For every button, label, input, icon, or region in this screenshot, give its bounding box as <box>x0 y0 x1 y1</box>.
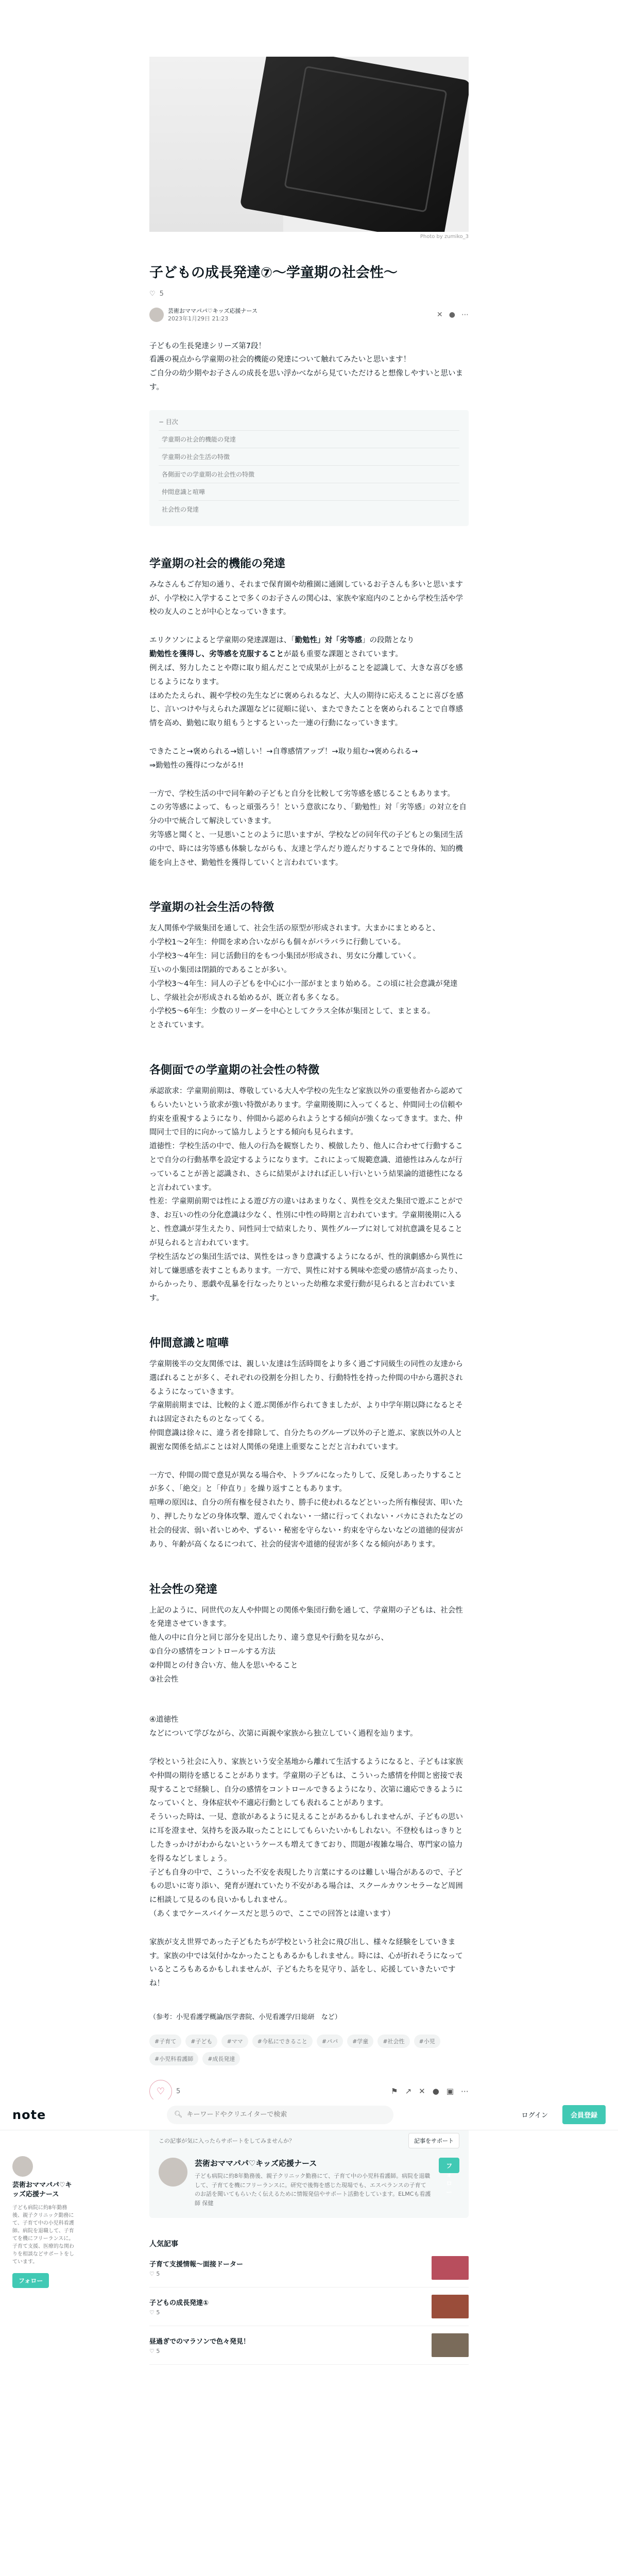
popular-likes: ♡ 5 <box>149 2270 160 2278</box>
list-item[interactable] <box>149 2249 469 2287</box>
support-prompt: この記事が気に入ったらサポートをしてみませんか？ <box>159 2138 295 2145</box>
paragraph: みなさんもご存知の通り、それまで保育園や幼稚園に通園しているお子さんも多いと思いますが、小学校に入学することで多くのお子さんの関心は、家族や家庭内のことから学校生活や学校の友人のことが中心となっていきます。 <box>149 580 463 617</box>
site-header <box>0 2099 618 2130</box>
heart-icon: ♡ <box>156 2086 165 2097</box>
tag[interactable]: #ママ <box>221 2035 248 2048</box>
avatar[interactable] <box>149 308 164 322</box>
support-button[interactable]: 記事をサポート <box>408 2133 459 2148</box>
author-bio: 子ども病院に約8年勤務後、親子クリニック勤務にて、子育て中の小児科看護師。病院を退職して、子育てを機にフリーランスに。研究で後悔を感じた現場でも、エスペランスの子育てのお話を聞いてもらいたく伝えるために情報発信やサポート活動をしています。ELMCも看護師 保健 <box>195 2173 431 2207</box>
tag[interactable]: #小児 <box>414 2035 440 2048</box>
post-date: 2023年1月29日 21:23 <box>168 315 229 323</box>
search-box[interactable] <box>167 2106 393 2124</box>
toc-item[interactable]: 学童期の社会的機能の発達 <box>159 431 459 448</box>
paragraph: 道徳性：学校生活の中で、他人の行為を観察したり、模倣したり、他人に合わせて行動することで自分の行動基準を設定するようになります。これによって規範意識、道徳性はみんなが行っていることが善と認識され、さらに結果がよければ正しい行いという結果論的道徳性になると言われています。 <box>149 1142 464 1192</box>
popular-likes: ♡ 5 <box>149 2309 160 2316</box>
intro <box>149 340 469 395</box>
paragraph: （あくまでケースバイケースだと思うので、ここでの回答とは違います） <box>149 1909 395 1918</box>
intro-line: 子どもの生長発達シリーズ第7段！ <box>149 342 266 350</box>
popular-heading: 人気記事 <box>149 2240 178 2249</box>
paragraph: 家族が支え世界であった子どもたちが学校という社会に飛び出し、様々な経験をしていきます。家族の中では気付かなかったこともあるかもしれません。時には、心が折れそうになっているところもあるかもしれませんが、子どもたちを見守り、話をし、応援していきたいですね！ <box>149 1938 463 1988</box>
tag[interactable]: #社会性 <box>377 2035 409 2048</box>
line-icon[interactable]: ▣ <box>446 2087 454 2096</box>
tag-list <box>149 2035 469 2065</box>
tag[interactable]: #今私にできること <box>252 2035 313 2048</box>
intro-line: ご自分の幼少期やお子さんの成長を思い浮かべながら見ていただけると想像しやすいと思います。 <box>149 369 463 392</box>
popular-thumbnail[interactable] <box>432 2256 469 2280</box>
follow-button[interactable]: フォロー <box>439 2158 459 2173</box>
paragraph: 承認欲求：学童期前期は、尊敬している大人や学校の先生など家族以外の重要他者から認めてもらいたいという欲求が強い特徴があります。学童期後期に入ってくると、仲間同士の信頼や約束を重視するようになり、仲間から認められようとする傾向が強くなってきます。また、仲間同士で目的に向かって協力しようとする傾向も見られます。 <box>149 1087 463 1137</box>
section-body <box>149 1604 469 1991</box>
eyecatch-image <box>149 57 469 232</box>
section-heading: 学童期の社会的機能の発達 <box>149 557 286 570</box>
table-of-contents <box>149 410 469 526</box>
x-share-icon[interactable]: ✕ <box>419 2087 425 2096</box>
avatar[interactable] <box>12 2156 33 2177</box>
popular-title[interactable]: 子どもの成長発達① <box>149 2299 209 2308</box>
paragraph: 一方で、仲間の間で意見が異なる場合や、トラブルになったりして、反発しあったりすることが多く、「絶交」と「仲直り」を繰り返すこともあります。 <box>149 1471 462 1494</box>
signup-button[interactable]: 会員登録 <box>562 2105 606 2124</box>
tag[interactable]: #パパ <box>317 2035 343 2048</box>
tag[interactable]: #子育て <box>149 2035 181 2048</box>
section-body <box>149 578 469 870</box>
paragraph: ②仲間との付き合い方、他人を思いやること <box>149 1661 298 1670</box>
search-input[interactable] <box>187 2111 386 2119</box>
paragraph: ①自分の感情をコントロールする方法 <box>149 1647 276 1656</box>
tag[interactable]: #子ども <box>185 2035 217 2048</box>
author-name[interactable]: 芸術おママパパ♡キッズ応援ナース <box>168 307 258 314</box>
x-share-icon[interactable]: ✕ <box>437 311 443 319</box>
paragraph: ③社会性 <box>149 1675 179 1684</box>
toc-item[interactable]: 各側面での学童期の社会性の特徴 <box>159 466 459 483</box>
popular-likes: ♡ 5 <box>149 2348 160 2355</box>
paragraph: 仲間意識は徐々に、違う者を排除して、自分たちのグループ以外の子と遊ぶ、家族以外の人と親密な関係を結ぶことは対人関係の発達上重要なことだと言われています。 <box>149 1429 462 1451</box>
paragraph: 学童期前期までは、比較的よく遊ぶ関係が作られてきましたが、より中学年期以降になるとそれは固定されたものとなってくる。 <box>149 1401 463 1424</box>
paragraph: 喧嘩の原因は、自分の所有権を侵されたり、勝手に使われるなどといった所有権侵害、叩いたり、押したりなどの身体攻撃、遊んでくれない・一緒に行ってくれない・バカにされたなどの社会的侵害、弱い者いじめや、ずるい・秘密を守らない・約束を守らないなどの道徳的侵害があり、年齢が高くなるにつれて、社会的侵害や道徳的侵害が多くなる傾向があります。 <box>149 1499 463 1549</box>
paragraph: エリクソンによると学童期の発達課題は、「勤勉性」対「劣等感」の段階となり <box>149 636 415 645</box>
profile-name[interactable]: 芸術おママパパ♡キッズ応援ナース <box>12 2181 72 2198</box>
article-title: 子どもの成長発達⑦〜学童期の社会性〜 <box>149 265 398 281</box>
toc-item[interactable]: 学童期の社会生活の特徴 <box>159 448 459 466</box>
paragraph: 小学校3〜4年生：同人の子どもを中心に小一部がまとまり始める。この頃に社会意識が発達し、学級社会が形成される始めるが、既立者も多くなる。 <box>149 979 458 1002</box>
note-logo[interactable]: note <box>12 2107 46 2122</box>
intro-line: 看護の視点から学童期の社会的機能の発達について触れてみたいと思います！ <box>149 355 411 364</box>
paragraph: そういった時は、一見、意欲があるように見えることがあるかもしれませんが、子どもの思いに耳を澄ませ、気持ちを汲み取ったことにしてもらいたいかもしれない。不登校もはっきりとしたきっかけがわからないというケースも増えてきており、問題が複雑な場合、専門家の協力を得るなどしましょう。 <box>149 1813 463 1863</box>
paragraph: 子ども自身の中で、こういった不安を表現したり言葉にするのは難しい場合があるので、子どもの思いに寄り添い、発育が遅れていたり不安がある場合は、スクールカウンセラーなど周囲に相談して見るのも良いかもしれません。 <box>149 1868 463 1905</box>
author-name[interactable]: 芸術おママパパ♡キッズ応援ナース <box>195 2159 317 2168</box>
paragraph: 性差：学童期前期では性による遊び方の違いはあまりなく、異性を交えた集団で遊ぶことができ、お互いの性の分化意識は少なく、性別に中性の時期と言われています。学童期後期に入ると、性意識が芽生えたり、同性同士で結束したり、異性グループに対して対抗意識を見ることが見られると言われています。 <box>149 1197 463 1247</box>
paragraph: とされています。 <box>149 1021 209 1030</box>
tag[interactable]: #小児科看護師 <box>149 2052 198 2065</box>
share-icon[interactable]: ↗ <box>405 2087 412 2096</box>
tag[interactable]: #学童 <box>347 2035 373 2048</box>
avatar[interactable] <box>159 2158 187 2187</box>
tag[interactable]: #成長発達 <box>202 2052 240 2065</box>
paragraph: ほめたたえられ、親や学校の先生などに褒められるなど、大人の期待に応えることに喜びを感じ、言いつけや与えられた課題などに従順に従い、またできたことを褒められることで自尊感情を高め、勤勉に取り組もうとするといった一連の行動になっていきます。 <box>149 691 464 728</box>
paragraph: 一方で、学校生活の中で同年齢の子どもと自分を比較して劣等感を感じることもあります。 <box>149 789 455 798</box>
author-row <box>149 307 469 323</box>
likes-row <box>149 290 469 298</box>
article <box>149 0 469 2365</box>
support-box <box>149 2126 469 2218</box>
toc-head[interactable]: − 目次 <box>159 417 459 431</box>
paragraph: 小学校3〜4年生：同じ活動目的をもつ小集団が形成され、男女に分離していく。 <box>149 952 421 961</box>
paragraph: ④道徳性 <box>149 1716 179 1724</box>
paragraph: できたこと→褒められる→嬉しい！→自尊感情アップ！→取り組む→褒められる→ <box>149 747 418 756</box>
reference: （参考：小児看護学概論/医学書院、小児看護学/日総研 など） <box>149 2013 341 2022</box>
profile-bio: 子ども病院に約8年勤務後、親子クリニック勤務にて、子育て中の小児科看護師。病院を退職して、子育てを機にフリーランスに。子育て支援、医療的な関わりを相談などサポートをしています。 <box>12 2205 74 2265</box>
list-item[interactable] <box>149 2287 469 2326</box>
paragraph: 小学校1〜2年生：仲間を求め合いながらも個々がバラバラに行動している。 <box>149 938 405 947</box>
list-item[interactable] <box>149 2326 469 2365</box>
popular-thumbnail[interactable] <box>432 2295 469 2318</box>
paragraph: などについて学びながら、次第に両親や家族から独立していく過程を辿ります。 <box>149 1730 418 1738</box>
toc-item[interactable]: 仲間意識と喧嘩 <box>159 483 459 501</box>
paragraph: 小学校5〜6年生：少数のリーダーを中心としてクラス全体が集団として、まとまる。 <box>149 1007 435 1016</box>
popular-title[interactable]: 昼過ぎでのマラソンで色々発見！ <box>149 2338 250 2346</box>
facebook-icon[interactable]: ● <box>449 311 455 319</box>
follow-button[interactable]: フォロー <box>12 2273 49 2288</box>
heart-icon[interactable]: ♡ <box>149 290 156 298</box>
section-heading: 学童期の社会生活の特徴 <box>149 901 274 914</box>
paragraph: 劣等感と聞くと、一見悪いことのように思いますが、学校などの同年代の子どもとの集団生活の中で、時には劣等感も体験しながらも、友達と学んだり遊んだりすることで身体的、知的機能を向上させ、勤勉性を獲得していくと言われています。 <box>149 831 463 867</box>
toc-item[interactable]: 社会性の発達 <box>162 505 199 513</box>
paragraph: 友人関係や学級集団を通して、社会生活の原型が形成されます。大まかにまとめると、 <box>149 924 440 933</box>
section-heading: 社会性の発達 <box>149 1583 218 1596</box>
paragraph: 学校という社会に入り、家族という安全基地から離れて生活するようになると、子どもは家族や仲間の期待を感じることがあります。学童期の子どもは、こういった感情を仲間と密接で表現することで経験し、自分の感情をコントロールできるようになり、次第に適応できるようになっていくと、身体症状や不適応行動としても表れることがあります。 <box>149 1758 463 1808</box>
more-icon[interactable]: ⋯ <box>461 311 469 319</box>
section-body <box>149 922 469 1032</box>
bookmark-icon[interactable]: ⚑ <box>391 2087 398 2096</box>
section-heading: 仲間意識と喧嘩 <box>149 1336 229 1350</box>
paragraph: この劣等感によって、もっと頑張ろう！という意欲になり、「勤勉性」対「劣等感」の対立を自分の中で統合して解決していきます。 <box>149 803 467 826</box>
popular-title[interactable]: 子育て支援情報〜面接ドーター <box>149 2261 244 2269</box>
facebook-icon[interactable]: ● <box>432 2087 439 2096</box>
section-body <box>149 1358 469 1552</box>
popular-thumbnail[interactable] <box>432 2333 469 2357</box>
paragraph: 上記のように、同世代の友人や仲間との関係や集団行動を通して、学童期の子どもは、社会性を発達させていきます。 <box>149 1606 463 1629</box>
paragraph: 例えば、努力したことや際に取り組んだことで成果が上がることを認識して、大きな喜びを感じるようになります。 <box>149 664 463 686</box>
paragraph: 学童期後半の交友関係では、親しい友達は生活時間をより多く過ごす同級生の同性の友達から選ばれることが多く、それぞれの役割を分担したり、行動特性を持った仲間の中から選択されるようになっていきます。 <box>149 1360 463 1396</box>
paragraph: 勤勉性を獲得し、劣等感を克服することが最も重要な課題とされています。 <box>149 650 403 659</box>
photo-credit[interactable]: Photo by zumiko_3 <box>420 234 469 240</box>
login-button[interactable]: ログイン <box>513 2106 556 2124</box>
paragraph: ⇒勤勉性の獲得につながる!! <box>149 761 244 770</box>
like-count: 5 <box>159 290 164 298</box>
more-icon[interactable]: ⋯ <box>461 2087 469 2096</box>
search-icon: 🔍︎ <box>174 2111 183 2119</box>
paragraph: 互いの小集団は閉鎖的であることが多い。 <box>149 965 291 974</box>
section-heading: 各側面での学童期の社会性の特徴 <box>149 1063 320 1077</box>
paragraph: 学校生活などの集団生活では、異性をはっきり意識するようになるが、性的演劇感から異性に対して嫌悪感を表すこともあります。一方で、異性に対する興味や恋愛の感情が高まったり、からかったり、悪戯や乱暴を行なったりといった幼稚な求愛行動が見られると言われています。 <box>149 1252 463 1303</box>
paragraph: 他人の中に自分と同じ部分を見出したり、違う意見や行動を見ながら、 <box>149 1634 388 1642</box>
section-body <box>149 1084 469 1306</box>
like-count: 5 <box>176 2087 181 2095</box>
profile-sidebar <box>12 2156 74 2288</box>
